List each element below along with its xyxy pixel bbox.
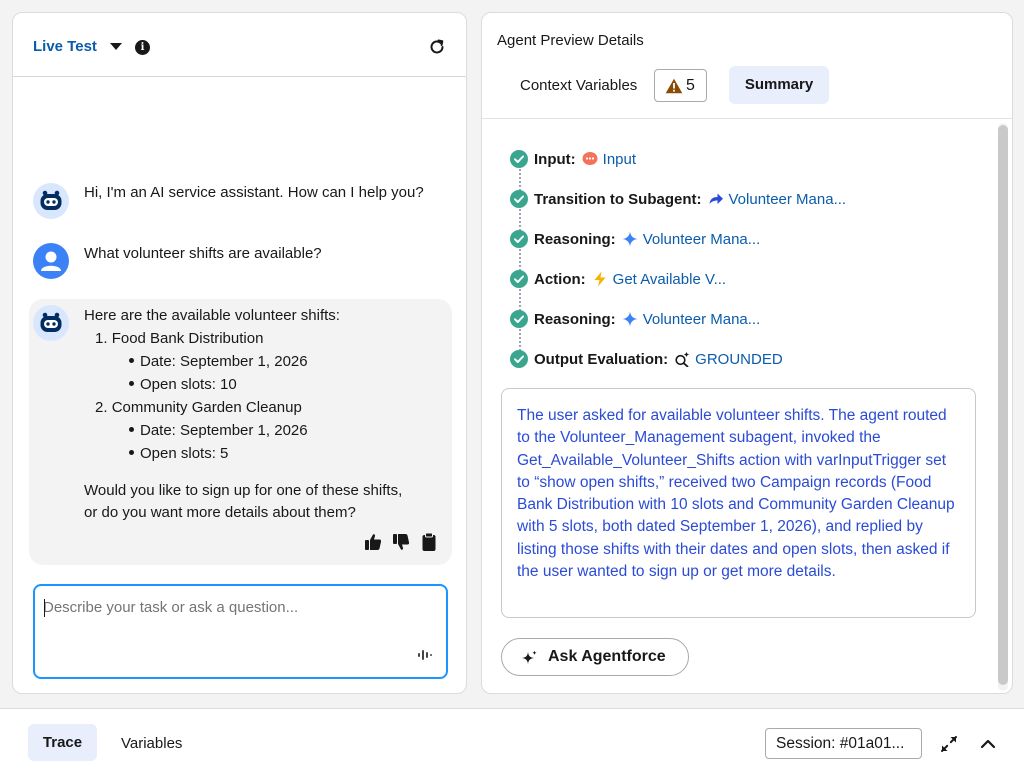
step-value[interactable]: Volunteer Mana... (728, 190, 847, 208)
user-icon (33, 243, 69, 279)
check-circle-icon (510, 190, 528, 208)
live-test-header (13, 13, 466, 77)
chat-bubble-icon (582, 151, 598, 167)
thumbs-up-icon[interactable] (363, 532, 383, 552)
sparkle-icon (622, 311, 638, 327)
refresh-icon[interactable] (428, 38, 446, 56)
check-circle-icon (510, 230, 528, 248)
shift-date: Date: September 1, 2026 (140, 422, 308, 439)
shift-name: Community Garden Cleanup (111, 399, 302, 416)
response-intro: Here are the available volunteer shifts: (84, 307, 340, 324)
check-circle-icon (510, 270, 528, 288)
divider (482, 118, 1013, 119)
agent-preview-panel (481, 12, 1013, 694)
panel-title: Agent Preview Details (497, 32, 644, 49)
summary-box (501, 388, 976, 618)
shift-slots: Open slots: 10 (140, 376, 237, 393)
clipboard-icon[interactable] (419, 532, 439, 552)
shift-slots: Open slots: 5 (140, 445, 229, 462)
shift-number: 1. (95, 330, 108, 347)
bullet (129, 358, 134, 363)
search-sparkle-icon (674, 351, 690, 367)
tab-variables[interactable]: Variables (121, 735, 183, 752)
step-label: Transition to Subagent: (534, 190, 702, 208)
step-label: Reasoning: (534, 230, 616, 248)
thumbs-down-icon[interactable] (391, 532, 411, 552)
trace-step-input[interactable] (510, 149, 636, 169)
chevron-up-icon[interactable] (979, 737, 997, 751)
tab-context-variables[interactable]: Context Variables (520, 77, 638, 94)
check-circle-icon (510, 150, 528, 168)
bullet (129, 427, 134, 432)
caret-down-icon[interactable] (110, 43, 122, 50)
tab-trace[interactable]: Trace (28, 724, 97, 761)
trace-step-reasoning[interactable] (510, 229, 760, 249)
user-message: What volunteer shifts are available? (84, 245, 322, 262)
shift-list-item (95, 396, 302, 419)
summary-text: The user asked for available volunteer shifts. The agent routed to the Volunteer_Management subagent, invoked the Get_Available_Volunteer_Shifts action with varInputTrigger set to “show open shifts,” received two Campaign records (Food Bank Distribution with 10 slots and Community Garden Cleanup with 5 slots, both dated September 1, 2026), and replied by listing those shifts with their dates and open slots, then asked if the user wanted to sign up or get more details. (517, 407, 955, 581)
robot-icon (33, 183, 69, 219)
expand-icon[interactable] (940, 735, 958, 753)
live-test-panel (12, 12, 467, 694)
sparkle-icon (622, 231, 638, 247)
chat-input[interactable] (43, 596, 423, 618)
shift-name: Food Bank Distribution (111, 330, 264, 347)
warning-count: 5 (686, 77, 695, 94)
trace-step-action[interactable] (510, 269, 726, 289)
warning-count-badge[interactable] (654, 69, 707, 102)
forward-arrow-icon (708, 191, 724, 207)
shift-number: 2. (95, 399, 108, 416)
scrollbar[interactable] (998, 123, 1008, 691)
feedback-actions (363, 532, 439, 552)
tab-summary[interactable]: Summary (729, 66, 829, 104)
bottom-bar (0, 708, 1024, 774)
step-label: Action: (534, 270, 586, 288)
text-caret (44, 599, 45, 617)
response-outro-line: Would you like to sign up for one of these shifts, (84, 482, 403, 499)
step-label: Output Evaluation: (534, 350, 669, 368)
session-selector[interactable]: Session: #01a01... (765, 728, 922, 759)
step-value[interactable]: GROUNDED (695, 350, 783, 368)
sparkles-icon (521, 650, 538, 667)
scrollbar-thumb[interactable] (998, 125, 1008, 685)
robot-icon (33, 305, 69, 341)
step-label: Reasoning: (534, 310, 616, 328)
response-outro-line: or do you want more details about them? (84, 504, 356, 521)
trace-step-transition[interactable] (510, 189, 846, 209)
trace-step-output-evaluation[interactable] (510, 349, 783, 369)
shift-date: Date: September 1, 2026 (140, 353, 308, 370)
lightning-icon (592, 271, 608, 287)
ask-agentforce-button[interactable] (501, 638, 689, 676)
bullet (129, 381, 134, 386)
step-value[interactable]: Volunteer Mana... (642, 230, 761, 248)
check-circle-icon (510, 350, 528, 368)
step-value[interactable]: Get Available V... (612, 270, 727, 288)
shift-list-item (95, 327, 263, 350)
ask-agentforce-label: Ask Agentforce (548, 648, 666, 665)
voice-input-icon[interactable] (417, 647, 433, 663)
chat-input-box[interactable] (33, 584, 448, 679)
step-value[interactable]: Input (602, 150, 637, 168)
bot-avatar (33, 305, 69, 341)
step-label: Input: (534, 150, 576, 168)
bullet (129, 450, 134, 455)
bot-avatar (33, 183, 69, 219)
info-icon[interactable]: i (135, 40, 150, 55)
warning-icon (665, 78, 683, 94)
user-avatar (33, 243, 69, 279)
step-value[interactable]: Volunteer Mana... (642, 310, 761, 328)
check-circle-icon (510, 310, 528, 328)
bot-greeting-message: Hi, I'm an AI service assistant. How can I help you? (84, 184, 424, 201)
live-test-title[interactable]: Live Test (33, 38, 97, 55)
trace-step-reasoning[interactable] (510, 309, 760, 329)
